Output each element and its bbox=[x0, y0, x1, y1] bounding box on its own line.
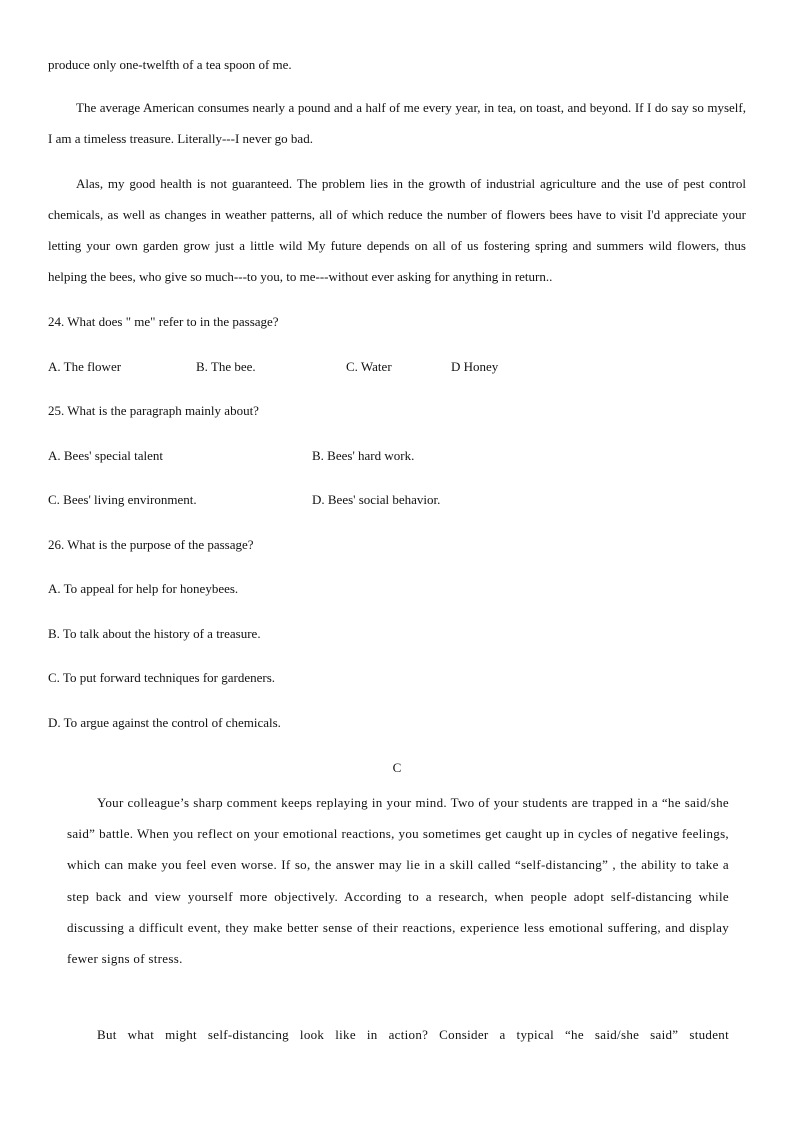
question-26-option-c[interactable]: C. To put forward techniques for gardeners. bbox=[48, 670, 276, 685]
passage-b-paragraph-consumption: The average American consumes nearly a pound and a half of me every year, in tea, on toast, and beyond. If I do say so myself, I am a timeless treasure. Literally---I never go bad. bbox=[48, 100, 746, 146]
question-24-option-a[interactable]: A. The flower bbox=[48, 359, 122, 374]
question-26-option-b[interactable]: B. To talk about the history of a treasure. bbox=[48, 626, 261, 641]
passage-c-paragraph-1: Your colleague’s sharp comment keeps replaying in your mind. Two of your students are trapped in a “he said/she said” battle. When you reflect on your emotional reactions, you sometimes get caught up in cycles of negative feelings, which can make you feel even worse. If so, the answer may lie in a skill called “self-distancing” , the ability to take a step back and view yourself more objectively. According to a research, when people adopt self-distancing while discussing a difficult event, they make better sense of their reactions, experience less emotional suffering, and display fewer signs of stress. bbox=[67, 795, 729, 967]
question-25-option-c[interactable]: C. Bees' living environment. bbox=[48, 492, 197, 507]
question-24-option-c[interactable]: C. Water bbox=[346, 359, 392, 374]
question-25-option-a[interactable]: A. Bees' special talent bbox=[48, 448, 163, 463]
question-25-option-d[interactable]: D. Bees' social behavior. bbox=[312, 492, 441, 507]
question-26-option-d[interactable]: D. To argue against the control of chemicals. bbox=[48, 715, 281, 730]
passage-b-paragraph-alas: Alas, my good health is not guaranteed. The problem lies in the growth of industrial agriculture and the use of pest control chemicals, as well as changes in weather patterns, all of which reduce the number of flowers bees have to visit I'd appreciate your letting your own garden grow just a little wild My future depends on all of us fostering spring and summers wild flowers, thus helping the bees, who give so much---to you, to me---without ever asking for anything in return.. bbox=[48, 176, 746, 284]
question-24-stem: 24. What does " me" refer to in the passage? bbox=[48, 314, 279, 329]
question-26-option-a[interactable]: A. To appeal for help for honeybees. bbox=[48, 581, 239, 596]
passage-c-label: C bbox=[392, 760, 402, 775]
question-25-stem: 25. What is the paragraph mainly about? bbox=[48, 403, 259, 418]
question-26-stem: 26. What is the purpose of the passage? bbox=[48, 537, 254, 552]
question-25-option-b[interactable]: B. Bees' hard work. bbox=[312, 448, 415, 463]
question-24-option-d[interactable]: D Honey bbox=[451, 359, 499, 374]
question-24-option-b[interactable]: B. The bee. bbox=[196, 359, 256, 374]
passage-b-continued-line: produce only one-twelfth of a tea spoon of me. bbox=[48, 57, 292, 72]
passage-c-paragraph-2-start: But what might self-distancing look like in action? Consider a typical “he said/she said” student bbox=[97, 1027, 729, 1042]
